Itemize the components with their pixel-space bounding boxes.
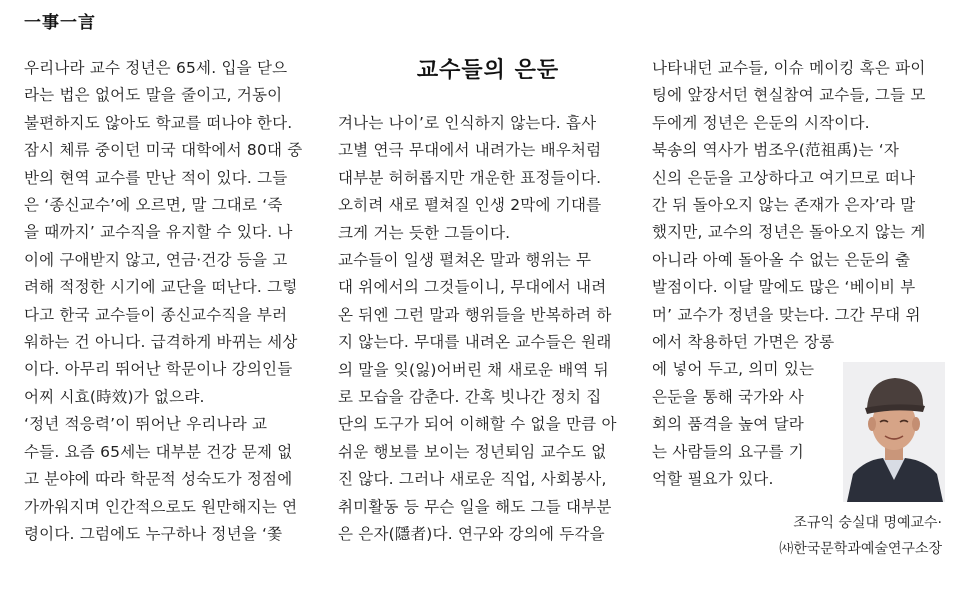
text-line: 온 뒤엔 그런 말과 행위들을 반복하려 하 — [338, 305, 612, 324]
text-line: 했지만, 교수의 정년은 돌아오지 않는 게 — [652, 223, 926, 242]
text-line: 이에 구애받지 않고, 연금·건강 등을 고 — [24, 250, 288, 269]
text-line: 잠시 체류 중이던 미국 대학에서 80대 중 — [24, 141, 303, 160]
text-line: 에 넣어 두고, 의미 있는 — [652, 360, 815, 379]
text-line: 진 않다. 그러나 새로운 직업, 사회봉사, — [338, 470, 607, 489]
article-column-1 — [24, 55, 324, 548]
text-line: 가까워지며 인간적으로도 원만해지는 연 — [24, 497, 298, 516]
column-label: 一事一言 — [24, 13, 96, 33]
text-line: 발점이다. 이달 말에도 많은 ‘베이비 부 — [652, 278, 916, 297]
text-line: 이다. 아무리 뛰어난 학문이나 강의인들 — [24, 360, 293, 379]
text-line: 우리나라 교수 정년은 65세. 입을 닫으 — [24, 59, 288, 77]
text-line: 겨나는 나이’로 인식하지 않는다. 흡사 — [338, 114, 597, 132]
text-line: 쉬운 행보를 보이는 정년퇴임 교수도 없 — [338, 442, 607, 461]
text-line: 취미활동 등 무슨 일을 해도 그들 대부분 — [338, 497, 612, 516]
text-line: 라는 법은 없어도 말을 줄이고, 거동이 — [24, 86, 283, 105]
text-line: 령이다. 그럼에도 누구하나 정년을 ‘쫓 — [24, 524, 283, 543]
text-line: 머’ 교수가 정년을 맞는다. 그간 무대 위 — [652, 305, 921, 324]
text-line: 크게 거는 듯한 그들이다. — [338, 223, 511, 242]
headline: 교수들의 은둔 — [416, 58, 560, 83]
text-line: 반의 현역 교수를 만난 적이 있다. 그들 — [24, 168, 288, 187]
text-line: 북송의 역사가 범조우(范祖禹)는 ‘자 — [652, 141, 900, 160]
author-byline: 조규익 숭실대 명예교수· — [793, 515, 942, 531]
article-column-2 — [338, 110, 638, 549]
author-photo — [843, 362, 945, 502]
text-line: 아니라 아예 돌아올 수 없는 은둔의 출 — [652, 250, 911, 269]
text-line: 은 ‘종신교수’에 오르면, 말 그대로 ‘죽 — [24, 196, 283, 215]
text-line: 불편하지도 않아도 학교를 떠나야 한다. — [24, 113, 293, 132]
text-line: 회의 품격을 높여 달라 — [652, 415, 804, 434]
text-line: 신의 은둔을 고상하다고 여기므로 떠나 — [652, 168, 916, 187]
text-line: 은둔을 통해 국가와 사 — [652, 387, 804, 406]
text-line: 단의 도구가 되어 이해할 수 없을 만큼 아 — [338, 415, 617, 434]
author-affiliation: ㈔한국문학과예술연구소장 — [779, 541, 942, 557]
text-line: 워하는 건 아니다. 급격하게 바뀌는 세상 — [24, 333, 298, 352]
text-line: 고 분야에 따라 학문적 성숙도가 정점에 — [24, 470, 293, 489]
text-line: 억할 필요가 있다. — [652, 470, 774, 489]
text-line: 팅에 앞장서던 현실참여 교수들, 그들 모 — [652, 86, 926, 105]
text-line: 나타내던 교수들, 이슈 메이킹 혹은 파이 — [652, 59, 926, 77]
text-line: 대부분 허허롭지만 개운한 표정들이다. — [338, 168, 602, 187]
text-line: 두에게 정년은 은둔의 시작이다. — [652, 113, 870, 132]
text-line: 는 사람들의 요구를 기 — [652, 442, 804, 461]
text-line: 로 모습을 감춘다. 간혹 빗나간 정치 집 — [338, 388, 602, 407]
text-line: 간 뒤 돌아오지 않는 존재가 은자’라 말 — [652, 196, 916, 215]
text-line: ‘정년 적응력’이 뛰어난 우리나라 교 — [24, 415, 268, 434]
text-line: 고별 연극 무대에서 내려가는 배우처럼 — [338, 141, 602, 160]
text-line: 다고 한국 교수들이 종신교수직을 부러 — [24, 305, 288, 324]
text-line: 은 은자(隱者)다. 연구와 강의에 두각을 — [338, 525, 605, 544]
text-line: 수들. 요즘 65세는 대부분 건강 문제 없 — [24, 442, 293, 461]
text-line: 려해 적정한 시기에 교단을 떠난다. 그렇 — [24, 278, 298, 297]
text-line: 에서 착용하던 가면은 장롱 — [652, 333, 835, 352]
text-line: 지 않는다. 무대를 내려온 교수들은 원래 — [338, 333, 612, 352]
text-line: 교수들이 일생 펼쳐온 말과 행위는 무 — [338, 251, 592, 270]
text-line: 어찌 시효(時效)가 없으랴. — [24, 387, 205, 406]
text-line: 의 말을 잊(잃)어버린 채 새로운 배역 뒤 — [338, 360, 609, 379]
text-line: 을 때까지’ 교수직을 유지할 수 있다. 나 — [24, 223, 293, 242]
text-line: 오히려 새로 펼쳐질 인생 2막에 기대를 — [338, 196, 602, 215]
text-line: 대 위에서의 그것들이니, 무대에서 내려 — [338, 278, 607, 297]
